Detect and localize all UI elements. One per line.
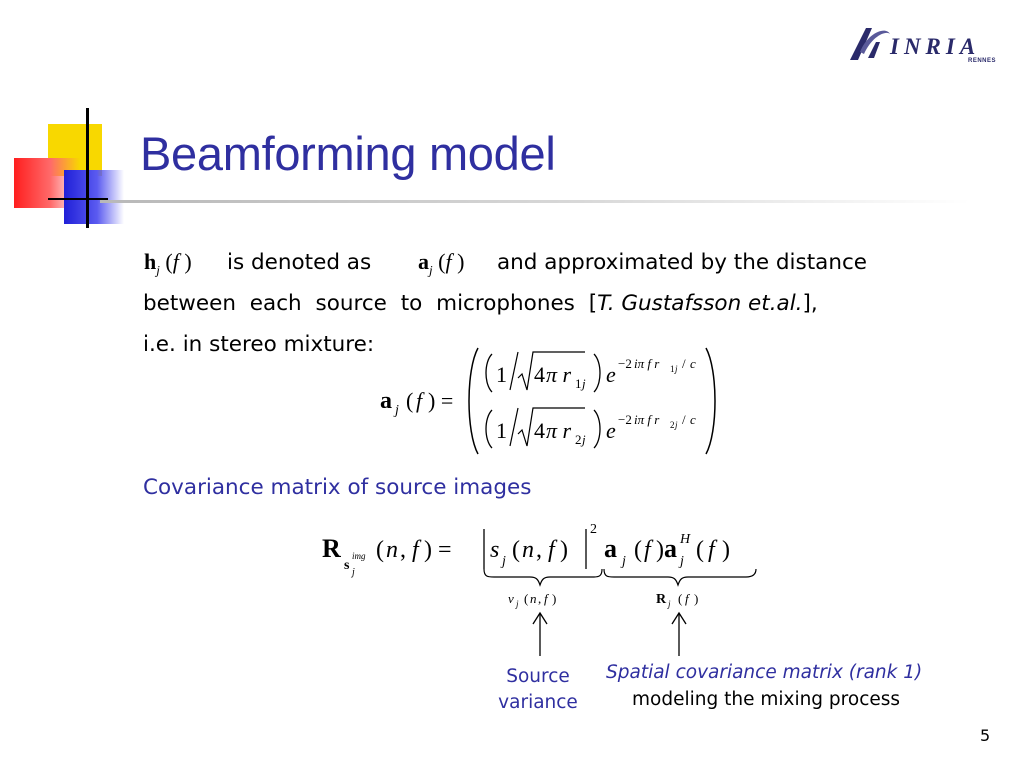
svg-text:s: s xyxy=(344,558,350,573)
svg-text:): ) xyxy=(694,591,699,606)
svg-text:j: j xyxy=(395,403,399,418)
caption-mixing-process: modeling the mixing process xyxy=(632,689,901,710)
svg-text:a: a xyxy=(664,534,677,563)
svg-text:(: ( xyxy=(696,537,704,563)
svg-text:j: j xyxy=(622,554,626,569)
equation-covariance xyxy=(318,515,778,615)
paragraph-line2 xyxy=(143,291,818,316)
svg-text:R: R xyxy=(322,534,341,563)
svg-text:−2: −2 xyxy=(618,356,632,371)
svg-text:): ) xyxy=(552,591,557,606)
svg-text:H: H xyxy=(680,532,691,547)
svg-text:(: ( xyxy=(512,537,520,563)
svg-text:4: 4 xyxy=(534,418,545,443)
paragraph-line2-start: between each source to microphones [ xyxy=(143,291,598,316)
svg-text:f: f xyxy=(412,537,419,563)
svg-text:f: f xyxy=(548,537,555,563)
svg-text:j: j xyxy=(675,364,678,374)
page-number: 5 xyxy=(980,726,991,745)
logo-subtitle: RENNES xyxy=(968,58,997,64)
svg-text:1: 1 xyxy=(496,418,507,443)
svg-text:s: s xyxy=(490,537,500,563)
svg-text:iπ f r: iπ f r xyxy=(634,412,660,427)
paragraph-line2-end: ], xyxy=(802,291,818,316)
svg-text:): ) xyxy=(656,537,664,563)
svg-text:2: 2 xyxy=(575,432,582,447)
svg-text:4: 4 xyxy=(534,362,545,387)
svg-text:/: / xyxy=(682,412,686,427)
svg-text:R: R xyxy=(656,592,667,607)
svg-text:img: img xyxy=(352,551,366,561)
svg-text:(: ( xyxy=(406,388,414,413)
svg-text:π r: π r xyxy=(546,362,572,387)
svg-text:1: 1 xyxy=(575,376,582,391)
slide-title: Beamforming model xyxy=(140,127,556,180)
paragraph-line1-mid: is denoted as xyxy=(227,250,372,275)
svg-text:j: j xyxy=(352,567,355,578)
decor-vertical-line xyxy=(86,108,89,228)
caption-spatial-covariance: Spatial covariance matrix (rank 1) xyxy=(606,662,923,683)
svg-text:) =: ) = xyxy=(424,537,452,563)
svg-text:f: f xyxy=(685,591,689,606)
svg-text:c: c xyxy=(690,356,696,371)
svg-text:e: e xyxy=(606,418,616,443)
paragraph-line3: i.e. in stereo mixture: xyxy=(143,332,375,357)
svg-text:f: f xyxy=(708,537,715,563)
logo-wordmark: INRIA xyxy=(890,34,981,59)
svg-text:f: f xyxy=(416,388,423,413)
title-underline xyxy=(100,200,970,203)
svg-text:v: v xyxy=(508,591,514,606)
svg-text:iπ f r: iπ f r xyxy=(634,356,660,371)
svg-text:,: , xyxy=(536,537,542,563)
svg-text:j: j xyxy=(582,376,586,391)
equation-steering-vector xyxy=(370,340,730,460)
svg-text:π r: π r xyxy=(546,418,572,443)
svg-text:a: a xyxy=(604,534,617,563)
svg-text:1: 1 xyxy=(670,364,675,374)
svg-text:(: ( xyxy=(524,591,529,606)
caption-source-variance-line1: Source xyxy=(506,666,570,687)
svg-text:−2: −2 xyxy=(618,412,632,427)
caption-source-variance xyxy=(488,664,588,716)
arrow-source-variance xyxy=(530,610,550,658)
svg-text:f: f xyxy=(544,591,548,606)
svg-text:j: j xyxy=(516,599,519,609)
svg-text:1: 1 xyxy=(496,362,507,387)
svg-text:(: ( xyxy=(376,537,384,563)
svg-text:j: j xyxy=(675,420,678,430)
svg-text:(: ( xyxy=(678,591,683,606)
svg-text:): ) xyxy=(560,537,568,563)
citation: T. Gustafsson et.al. xyxy=(597,291,803,316)
svg-text:j: j xyxy=(668,599,671,609)
math-h-j-f: $h_j$ (f ) xyxy=(144,249,192,278)
svg-text:n: n xyxy=(386,537,398,563)
math-a-j-f-inline: $a_j$ (f ) xyxy=(418,249,465,278)
svg-text:n: n xyxy=(530,591,537,606)
svg-text:e: e xyxy=(606,362,616,387)
inria-emblem-icon xyxy=(846,22,894,64)
svg-text:/: / xyxy=(682,356,686,371)
caption-source-variance-line2: variance xyxy=(498,692,578,713)
svg-text:(: ( xyxy=(634,537,642,563)
svg-text:,: , xyxy=(400,537,406,563)
svg-text:n: n xyxy=(522,537,534,563)
svg-text:j: j xyxy=(582,432,586,447)
svg-text:2: 2 xyxy=(590,522,597,537)
svg-text:,: , xyxy=(538,591,542,606)
svg-text:2: 2 xyxy=(670,420,675,430)
svg-text:f: f xyxy=(644,537,651,563)
section-heading: Covariance matrix of source images xyxy=(143,475,532,500)
svg-text:) =: ) = xyxy=(428,388,454,413)
decor-blue-square xyxy=(64,170,124,224)
arrow-spatial-covariance xyxy=(669,610,689,658)
paragraph-line1-end: and approximated by the distance xyxy=(497,250,867,275)
svg-text:a: a xyxy=(380,388,392,414)
svg-text:j: j xyxy=(680,554,684,569)
svg-text:): ) xyxy=(722,537,730,563)
svg-text:j: j xyxy=(502,554,506,569)
svg-text:c: c xyxy=(690,412,696,427)
decor-horizontal-line xyxy=(48,198,108,200)
